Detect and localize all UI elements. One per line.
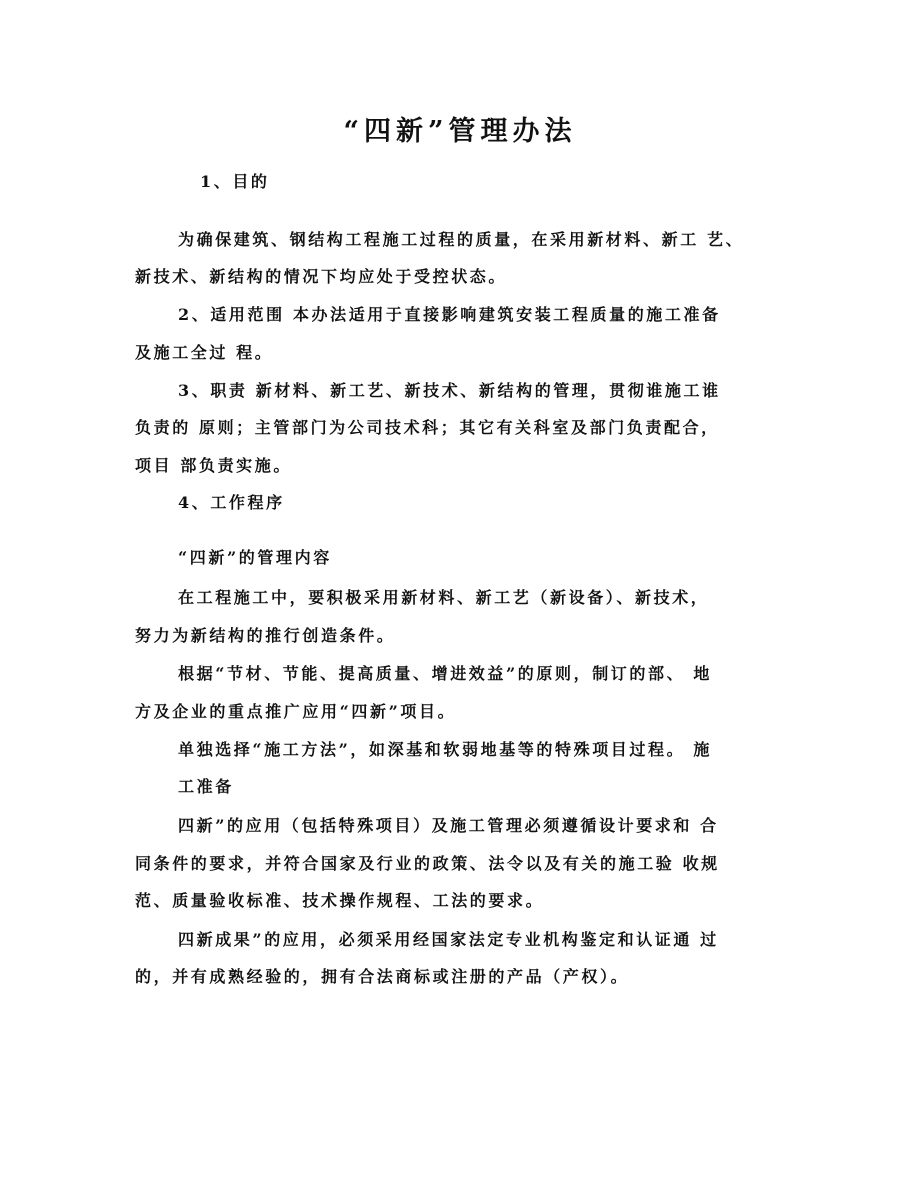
paragraph-line: 四新”的应用（包括特殊项目）及施工管理必须遵循设计要求和 合 bbox=[178, 816, 719, 835]
paragraph-line: 为确保建筑、钢结构工程施工过程的质量，在采用新材料、新工 艺、 bbox=[178, 230, 745, 249]
paragraph-line: 的，并有成熟经验的，拥有合法商标或注册的产品（产权）。 bbox=[135, 967, 630, 986]
paragraph-line: 方及企业的重点推广应用“四新”项目。 bbox=[135, 702, 457, 721]
paragraph-line: 在工程施工中，要积极采用新材料、新工艺（新设备）、新技术， bbox=[178, 588, 710, 607]
section-heading-purpose: 1、目的 bbox=[200, 172, 270, 191]
paragraph-line: 同条件的要求，并符合国家及行业的政策、法令以及有关的施工验 收规 bbox=[135, 854, 720, 873]
paragraph-line: 范、质量验收标准、技术操作规程、工法的要求。 bbox=[135, 891, 545, 910]
document-title: “四新”管理办法 bbox=[343, 116, 577, 147]
section-heading-procedure: 4、工作程序 bbox=[178, 493, 285, 512]
paragraph-line: 新技术、新结构的情况下均应处于受控状态。 bbox=[135, 267, 508, 286]
paragraph-line: 负责的 原则；主管部门为公司技术科；其它有关科室及部门负责配合， bbox=[135, 418, 720, 437]
paragraph-line: 单独选择“施工方法”，如深基和软弱地基等的特殊项目过程。 施 bbox=[178, 740, 712, 759]
paragraph-line: 四新成果”的应用，必须采用经国家法定专业机构鉴定和认证通 过 bbox=[178, 930, 719, 949]
paragraph-line: 项目 部负责实施。 bbox=[135, 456, 292, 475]
paragraph-line: 工准备 bbox=[178, 777, 234, 796]
paragraph-line: 根据“节材、节能、提高质量、增进效益”的原则，制订的部、 地 bbox=[178, 664, 712, 683]
paragraph-line: 及施工全过 程。 bbox=[135, 343, 274, 362]
section-heading-scope: 2、适用范围 本办法适用于直接影响建筑安装工程质量的施工准备 bbox=[178, 305, 721, 324]
section-heading-duties: 3、职责 新材料、新工艺、新技术、新结构的管理，贯彻谁施工谁 bbox=[178, 381, 721, 400]
subsection-heading: “四新”的管理内容 bbox=[178, 548, 332, 567]
paragraph-line: 努力为新结构的推行创造条件。 bbox=[135, 626, 396, 645]
